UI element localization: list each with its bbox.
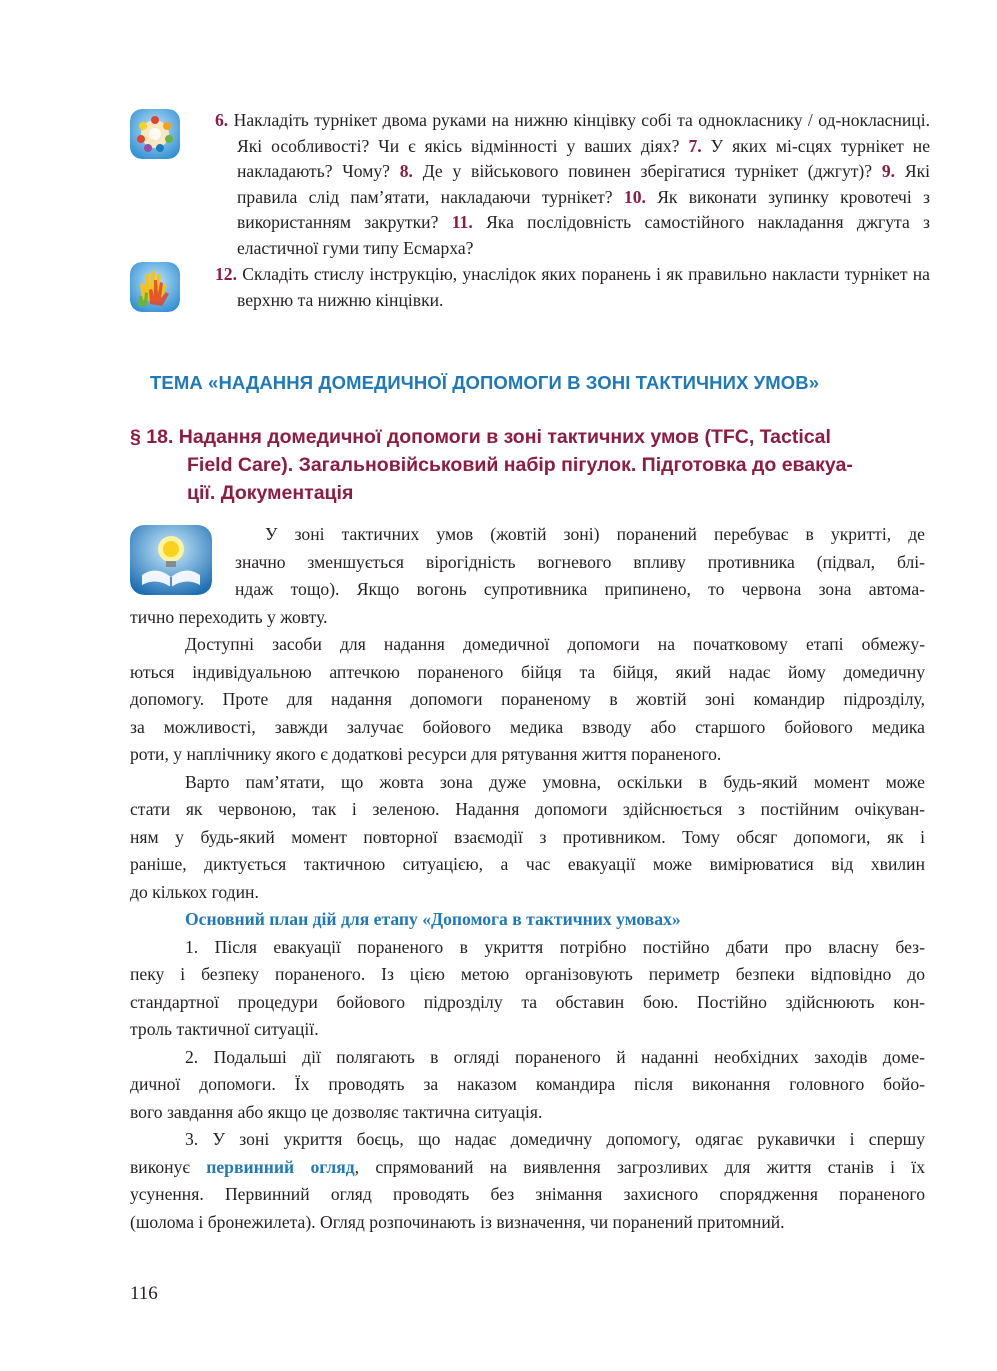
text-fragment: , спрямований на виявлення загрозливих для життя станів і їх xyxy=(354,1156,925,1177)
text-line xyxy=(130,1154,925,1182)
subheading xyxy=(130,906,925,934)
text-line: (шолома і бронежилета). Огляд розпочинають із визначення, чи поранений притомний. xyxy=(130,1211,785,1232)
step-2 xyxy=(130,1044,925,1127)
text-line: ються індивідуальною аптечкою пораненого бійця та бійця, який надає йому домедичну xyxy=(130,661,925,682)
question-text: Які правила слід пам’ятати, накладаючи турнікет? xyxy=(237,161,931,207)
question-text: У яких мі-сцях турнікет не накладають? Чому? xyxy=(237,135,931,181)
text-line: значно зменшується вірогідність вогневого впливу противника (підвал, блі- xyxy=(235,551,925,572)
main-text xyxy=(130,521,925,1236)
question-text: Де у військового повинен зберігатися турнікет (джгут)? xyxy=(422,161,873,181)
question-number: 12. xyxy=(215,264,237,284)
text-line: стандартної процедури бойового підрозділу та обставин бою. Постійно здійснюють кон- xyxy=(130,991,925,1012)
text-line: до кількох годин. xyxy=(130,881,259,902)
section-heading xyxy=(130,423,930,507)
text-line: ням у будь-який момент повторної взаємодії з противником. Тому обсяг допомоги, як і xyxy=(130,826,925,847)
text-line: допомогу. Проте для надання допомоги пораненому в жовтій зоні командир підрозділу, xyxy=(130,689,925,709)
review-questions xyxy=(215,108,930,313)
text-line: усунення. Первинний огляд проводять без знімання захисного спорядження пораненого xyxy=(130,1184,925,1204)
page-number: 116 xyxy=(130,1283,158,1304)
hands-activity-icon xyxy=(130,262,180,312)
question-number: 7. xyxy=(688,135,702,156)
group-work-icon xyxy=(130,109,180,159)
text-line: 1. Після евакуації пораненого в укриття потрібно постійно дбати про власну без- xyxy=(185,936,925,957)
section-heading-line: Field Care). Загальновійськовий набір пігулок. Підготовка до евакуа- xyxy=(187,454,853,476)
question-number: 8. xyxy=(399,161,413,181)
text-line: раніше, диктується тактичною ситуацією, а час евакуації може вимірюватися від хвилин xyxy=(130,854,925,874)
text-line: за можливості, завжди залучає бойового медика взводу або старшого бойового медика xyxy=(130,716,925,737)
paragraph xyxy=(130,631,925,769)
question-text: Накладіть турнікет двома руками на нижню кінцівку собі та однокласнику / од-нокласниці. Які особливості? Чи є якісь відмінності у ваших діях? xyxy=(233,110,930,156)
action-plan-subheading: Основний план дій для етапу «Допомога в тактичних умовах» xyxy=(185,909,681,929)
step-1 xyxy=(130,934,925,1044)
paragraph xyxy=(130,769,925,907)
question-text: Складіть стислу інструкцію, унаслідок яких поранень і як правильно накласти турнікет на верхню та нижню кінцівки. xyxy=(237,264,930,310)
text-line: роти, у наплічнику якого є додаткові ресурси для рятування життя пораненого. xyxy=(130,744,722,764)
question-number: 6. xyxy=(215,110,229,130)
text-line: ндаж тощо). Якщо вогонь супротивника припинено, то червона зона автома- xyxy=(235,579,925,599)
text-line: троль тактичної ситуації. xyxy=(130,1019,319,1039)
text-line: дичної допомоги. Їх проводять за наказом командира після виконання головного бойо- xyxy=(130,1074,925,1094)
question-text: Як виконати зупинку кровотечі з використанням закрутки? xyxy=(237,186,931,232)
question-number: 10. xyxy=(623,186,646,207)
text-line: 2. Подальші дії полягають в огляді пораненого й наданні необхідних заходів доме- xyxy=(185,1046,925,1067)
text-line: 3. У зоні укриття боєць, що надає домедичну допомогу, одягає рукавички і спершу xyxy=(185,1129,925,1149)
text-line: вого завдання або якщо це дозволяє тактична ситуація. xyxy=(130,1101,543,1122)
text-line: тично переходить у жовту. xyxy=(130,606,328,627)
text-line: пеку і безпеку пораненого. Із цією метою організовують периметр безпеки відповідно до xyxy=(130,964,925,984)
question-text: Яка послідовність самостійного накладання джгута з еластичної гуми типу Есмарха? xyxy=(237,212,931,258)
text-line: Варто пам’ятати, що жовта зона дуже умовна, оскільки в будь-який момент може xyxy=(185,771,925,792)
questions-6-11 xyxy=(215,108,930,261)
text-fragment: виконує xyxy=(130,1156,207,1177)
paragraph xyxy=(130,521,925,631)
question-number: 11. xyxy=(451,212,473,232)
question-12 xyxy=(215,262,930,313)
key-term-primary-survey: первинний огляд xyxy=(206,1156,355,1177)
text-line: Доступні засоби для надання домедичної допомоги на початковому етапі обмежу- xyxy=(185,634,925,654)
text-line: стати як червоною, так і зеленою. Надання допомоги здійснюється з постійним очікуван- xyxy=(130,799,925,819)
section-heading-line: § 18. Надання домедичної допомоги в зоні тактичних умов (TFC, Tactical xyxy=(130,426,831,448)
step-3 xyxy=(130,1126,925,1236)
theme-title: ТЕМА «НАДАННЯ ДОМЕДИЧНОЇ ДОПОМОГИ В ЗОНІ ТАКТИЧНИХ УМОВ» xyxy=(150,372,820,393)
text-line: У зоні тактичних умов (жовтій зоні) поранений перебуває в укритті, де xyxy=(265,524,925,544)
question-number: 9. xyxy=(881,161,896,181)
section-heading-line: ції. Документація xyxy=(187,482,354,504)
